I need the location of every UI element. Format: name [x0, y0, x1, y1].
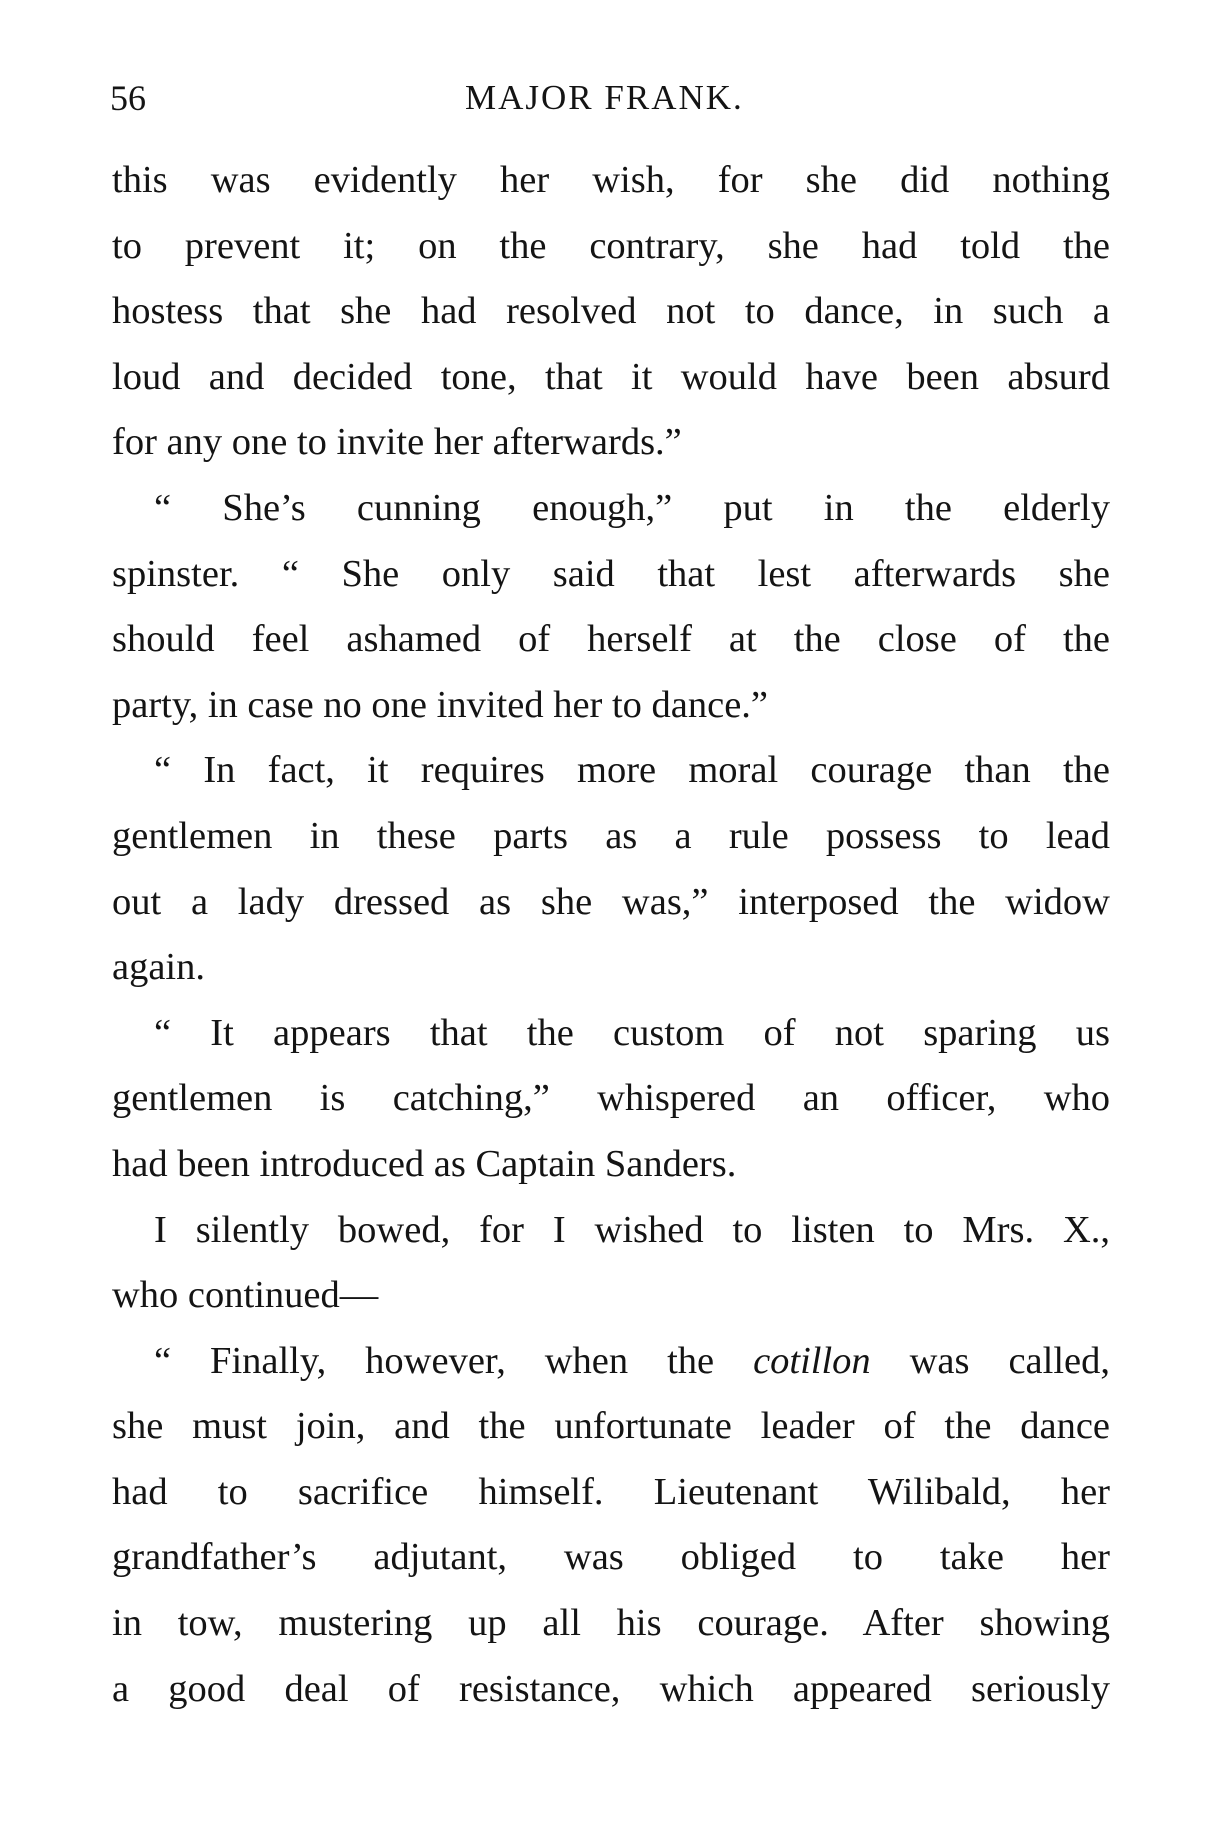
text-line: gentlemen in these parts as a rule possess to lead	[112, 814, 1110, 857]
body-text	[112, 148, 1110, 1722]
text-line: spinster. “ She only said that lest afterwards she	[112, 552, 1110, 595]
text-line: again.	[112, 946, 205, 989]
text-line: in tow, mustering up all his courage. After showing	[112, 1602, 1110, 1645]
text-line: party, in case no one invited her to dance.”	[112, 683, 769, 726]
text-line: loud and decided tone, that it would have been absurd	[112, 355, 1110, 398]
text-line: out a lady dressed as she was,” interposed the widow	[112, 880, 1110, 923]
text-line: gentlemen is catching,” whispered an officer, who	[112, 1077, 1110, 1120]
text-segment: “ Finally, however, when the	[154, 1339, 754, 1382]
text-line: a good deal of resistance, which appeared seriously	[112, 1667, 1110, 1710]
italic-word: cotillon	[753, 1339, 871, 1382]
text-line: had to sacrifice himself. Lieutenant Wilibald, her	[112, 1470, 1110, 1513]
text-line: for any one to invite her afterwards.”	[112, 421, 682, 464]
text-line: to prevent it; on the contrary, she had told the	[112, 224, 1110, 267]
text-segment: was called,	[870, 1339, 1110, 1382]
running-head	[110, 72, 1110, 132]
text-line: had been introduced as Captain Sanders.	[112, 1142, 737, 1185]
text-line: grandfather’s adjutant, was obliged to take her	[112, 1536, 1110, 1579]
text-line: I silently bowed, for I wished to listen to Mrs. X.,	[154, 1208, 1110, 1251]
text-line: she must join, and the unfortunate leader of the dance	[112, 1405, 1110, 1448]
text-line: who continued—	[112, 1274, 379, 1317]
text-line	[112, 1329, 1110, 1395]
text-line: “ In fact, it requires more moral courage than the	[154, 749, 1110, 792]
page-number: 56	[110, 78, 146, 118]
running-title: MAJOR FRANK.	[465, 78, 744, 117]
text-line: this was evidently her wish, for she did nothing	[112, 159, 1110, 201]
text-line: “ She’s cunning enough,” put in the elderly	[154, 486, 1110, 529]
text-line: “ It appears that the custom of not sparing us	[154, 1011, 1110, 1054]
text-line: hostess that she had resolved not to dance, in such a	[112, 290, 1110, 333]
text-line: should feel ashamed of herself at the close of the	[112, 618, 1110, 661]
